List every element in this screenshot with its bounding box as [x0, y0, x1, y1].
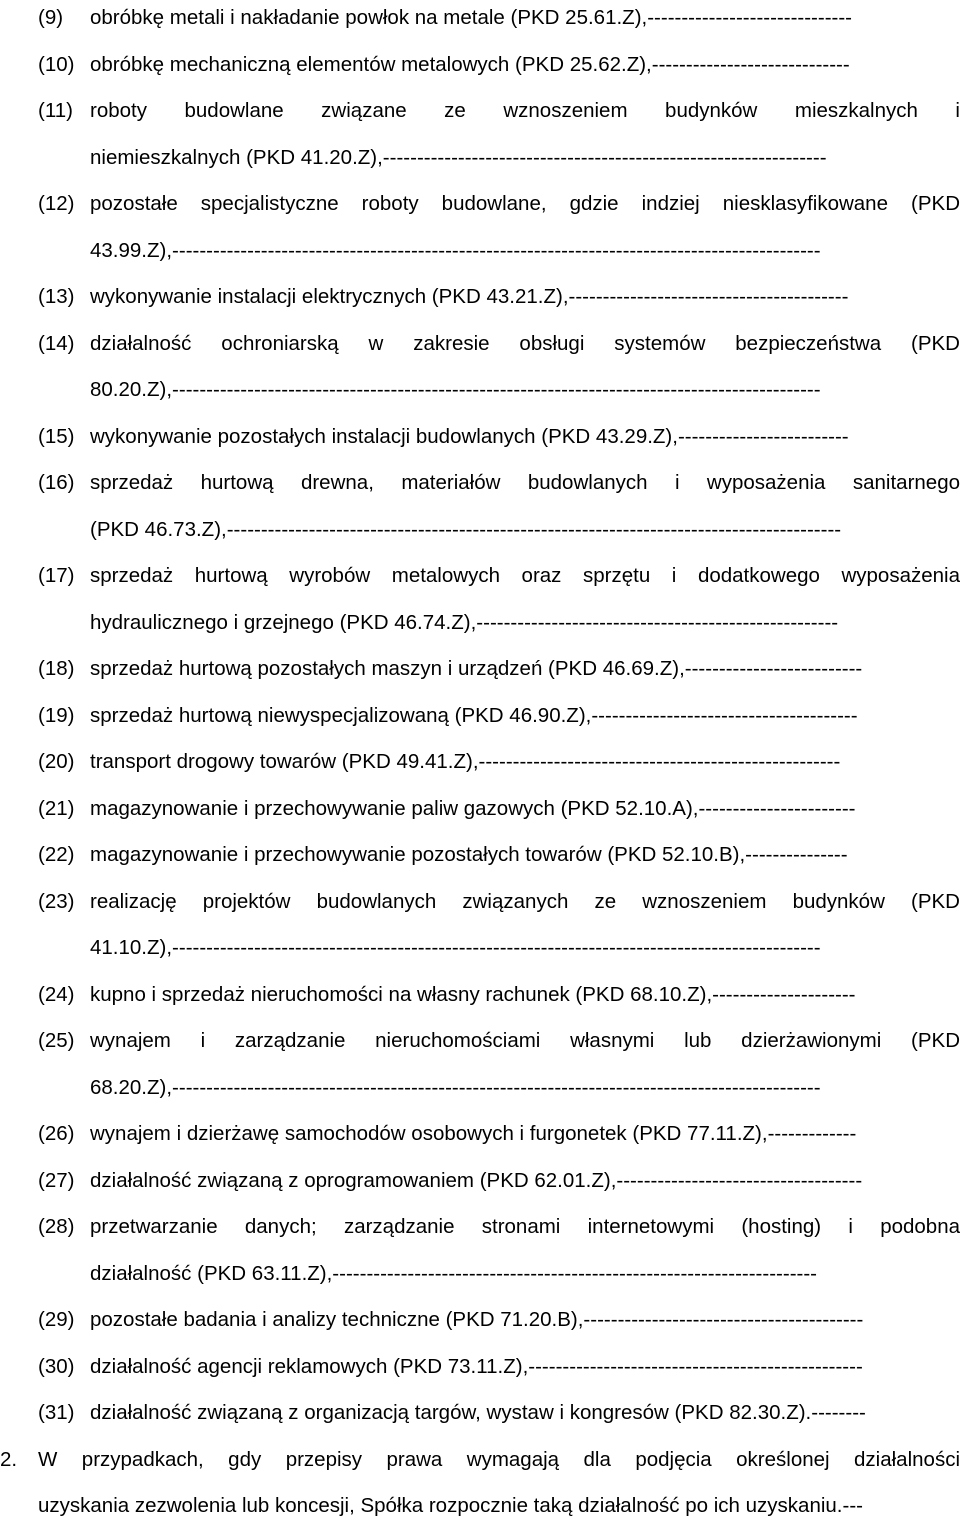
list-item-text: [90, 1344, 960, 1391]
list-item-text: [90, 460, 960, 553]
text-line: działalność ochroniarską w zakresie obsługi systemów bezpieczeństwa (PKD: [90, 331, 960, 355]
list-item: [0, 0, 960, 42]
list-item-number: (21): [38, 796, 75, 820]
list-item-number: (31): [38, 1401, 75, 1424]
list-item-number: (15): [38, 424, 75, 448]
paragraph-text: [38, 1437, 960, 1530]
list-item: [0, 1297, 960, 1344]
list-item: [0, 414, 960, 461]
text-line: 43.99.Z),-----------------------------------------------------------------------------------------------: [90, 238, 821, 262]
text-line: sprzedaż hurtową pozostałych maszyn i urządzeń (PKD 46.69.Z),--------------------------: [90, 657, 863, 680]
text-line: (PKD 46.73.Z),------------------------------------------------------------------------------------------: [90, 517, 842, 541]
text-line: działalność (PKD 63.11.Z),-----------------------------------------------------------------------: [90, 1261, 817, 1285]
text-line: transport drogowy towarów (PKD 49.41.Z),-----------------------------------------------------: [90, 750, 841, 773]
list-item-number: (10): [38, 52, 75, 76]
list-item-text: [90, 414, 960, 461]
list-item-number: (30): [38, 1354, 75, 1378]
list-item-text: [90, 88, 960, 181]
text-line: obróbkę metali i nakładanie powłok na metale (PKD 25.61.Z),------------------------------: [90, 6, 853, 29]
list-item-number: (22): [38, 843, 75, 866]
text-line: wykonywanie instalacji elektrycznych (PKD 43.21.Z),-----------------------------------------: [90, 285, 849, 308]
list-item-number: (12): [38, 192, 75, 215]
list-item-text: [90, 181, 960, 274]
list-item: [0, 693, 960, 740]
list-item-text: [90, 1204, 960, 1297]
list-item: [0, 460, 960, 553]
list-item-number: (26): [38, 1122, 75, 1145]
list-item-number: (17): [38, 564, 75, 587]
text-line: 80.20.Z),-----------------------------------------------------------------------------------------------: [90, 378, 821, 401]
text-line: wynajem i dzierżawę samochodów osobowych i furgonetek (PKD 77.11.Z),-------------: [90, 1122, 857, 1145]
list-item-number: (20): [38, 750, 75, 773]
text-line: pozostałe badania i analizy techniczne (PKD 71.20.B),-----------------------------------------: [90, 1308, 864, 1331]
list-item: [0, 321, 960, 414]
text-line: sprzedaż hurtową niewyspecjalizowaną (PKD 46.90.Z),---------------------------------------: [90, 703, 858, 727]
text-line: W przypadkach, gdy przepisy prawa wymagają dla podjęcia określonej działalności: [38, 1447, 960, 1471]
list-item-number: (18): [38, 657, 75, 680]
list-item-number: (14): [38, 331, 75, 355]
text-line: kupno i sprzedaż nieruchomości na własny rachunek (PKD 68.10.Z),---------------------: [90, 982, 856, 1006]
list-item-number: (9): [38, 6, 64, 29]
list-item: [0, 786, 960, 833]
text-line: magazynowanie i przechowywanie paliw gazowych (PKD 52.10.A),-----------------------: [90, 796, 856, 820]
list-item-number: (13): [38, 285, 75, 308]
list-item-number: (19): [38, 703, 75, 727]
paragraph-number: 2.: [0, 1447, 18, 1471]
list-item: [0, 1111, 960, 1158]
list-item-number: (27): [38, 1168, 75, 1192]
list-item: [0, 1204, 960, 1297]
list-item-text: [90, 1390, 960, 1437]
list-item-text: [90, 0, 960, 42]
list-item: [0, 879, 960, 972]
text-line: sprzedaż hurtową drewna, materiałów budowlanych i wyposażenia sanitarnego: [90, 471, 960, 494]
list-item-text: [90, 1018, 960, 1111]
text-line: działalność agencji reklamowych (PKD 73.11.Z),-------------------------------------------------: [90, 1354, 863, 1378]
text-line: uzyskania zezwolenia lub koncesji, Spółka rozpocznie taką działalność po ich uzyskaniu.---: [38, 1494, 863, 1517]
list-item-number: (25): [38, 1029, 75, 1052]
list-item: [0, 274, 960, 321]
list-item: [0, 553, 960, 646]
list-item-number: (11): [38, 99, 73, 122]
list-item-text: [90, 274, 960, 321]
list-item: [0, 832, 960, 879]
list-item-text: [90, 739, 960, 786]
text-line: 41.10.Z),-----------------------------------------------------------------------------------------------: [90, 936, 821, 959]
list-item-text: [90, 693, 960, 740]
list-item-number: (24): [38, 982, 75, 1006]
text-line: realizację projektów budowlanych związanych ze wznoszeniem budynków (PKD: [90, 889, 960, 913]
list-item-text: [90, 786, 960, 833]
paragraph: [0, 1437, 960, 1530]
text-line: wynajem i zarządzanie nieruchomościami własnymi lub dzierżawionymi (PKD: [90, 1029, 960, 1052]
list-item-number: (29): [38, 1308, 75, 1331]
list-item: [0, 181, 960, 274]
text-line: działalność związaną z organizacją targów, wystaw i kongresów (PKD 82.30.Z).--------: [90, 1401, 866, 1424]
text-line: 68.20.Z),-----------------------------------------------------------------------------------------------: [90, 1075, 821, 1099]
list-item-text: [90, 321, 960, 414]
list-item: [0, 646, 960, 693]
list-item-text: [90, 832, 960, 879]
text-line: pozostałe specjalistyczne roboty budowlane, gdzie indziej niesklasyfikowane (PKD: [90, 192, 960, 215]
list-item-text: [90, 646, 960, 693]
list-item-number: (16): [38, 471, 75, 494]
list-item-text: [90, 972, 960, 1019]
list-item-text: [90, 1158, 960, 1205]
text-line: obróbkę mechaniczną elementów metalowych (PKD 25.62.Z),-----------------------------: [90, 52, 850, 76]
text-line: hydraulicznego i grzejnego (PKD 46.74.Z),-----------------------------------------------------: [90, 610, 839, 634]
text-line: sprzedaż hurtową wyrobów metalowych oraz sprzętu i dodatkowego wyposażenia: [90, 564, 960, 587]
text-line: przetwarzanie danych; zarządzanie stronami internetowymi (hosting) i podobna: [90, 1215, 960, 1238]
list-item: [0, 739, 960, 786]
list-item-number: (28): [38, 1215, 75, 1238]
list-item-text: [90, 879, 960, 972]
list-item-text: [90, 553, 960, 646]
list-item: [0, 1344, 960, 1391]
list-item-text: [90, 1111, 960, 1158]
list-item-text: [90, 1297, 960, 1344]
list-item: [0, 42, 960, 89]
list-item: [0, 1018, 960, 1111]
list-item-text: [90, 42, 960, 89]
list-item: [0, 972, 960, 1019]
text-line: niemieszkalnych (PKD 41.20.Z),-----------------------------------------------------------------: [90, 145, 827, 169]
list-item: [0, 1158, 960, 1205]
list-item-number: (23): [38, 889, 75, 913]
list-item: [0, 88, 960, 181]
text-line: działalność związaną z oprogramowaniem (PKD 62.01.Z),------------------------------------: [90, 1168, 863, 1192]
text-line: wykonywanie pozostałych instalacji budowlanych (PKD 43.29.Z),-------------------------: [90, 424, 849, 448]
text-line: magazynowanie i przechowywanie pozostałych towarów (PKD 52.10.B),---------------: [90, 843, 848, 866]
text-line: roboty budowlane związane ze wznoszeniem budynków mieszkalnych i: [90, 99, 960, 122]
list-item: [0, 1390, 960, 1437]
